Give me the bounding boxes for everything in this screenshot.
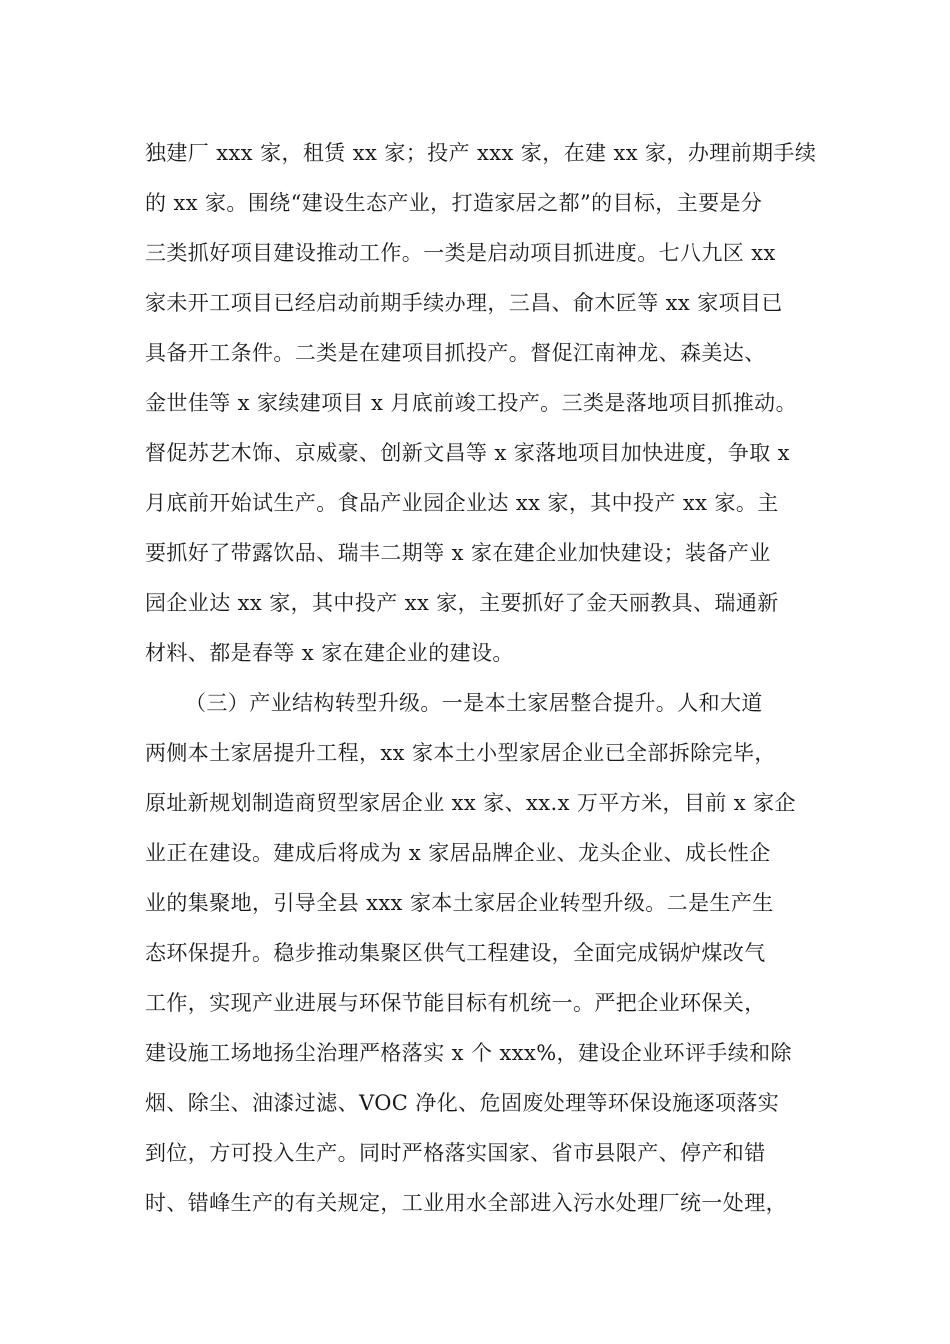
paragraph-line: 工作，实现产业进展与环保节能目标有机统一。严把企业环保关，	[145, 991, 766, 1015]
paragraph-line: 到位，方可投入生产。同时严格落实国家、省市县限产、停产和错	[145, 1141, 766, 1165]
paragraph-line: 态环保提升。稳步推动集聚区供气工程建设，全面完成锅炉煤改气	[145, 941, 766, 965]
paragraph-line: 要抓好了带露饮品、瑞丰二期等 x 家在建企业加快建设；装备产业	[145, 541, 771, 565]
paragraph-line: 时、错峰生产的有关规定，工业用水全部进入污水处理厂统一处理，	[145, 1191, 787, 1215]
paragraph-line: 三类抓好项目建设推动工作。一类是启动项目抓进度。七八九区 xx	[145, 241, 776, 265]
paragraph-line: 具备开工条件。二类是在建项目抓投产。督促江南神龙、森美达、	[145, 341, 766, 365]
section-heading-line: （三）产业结构转型升级。一是本土家居整合提升。人和大道	[185, 691, 763, 715]
paragraph-line: 的 xx 家。围绕“建设生态产业，打造家居之都”的目标，主要是分	[145, 191, 763, 215]
paragraph-line: 督促苏艺木饰、京威豪、创新文昌等 x 家落地项目加快进度，争取 x	[145, 441, 790, 465]
paragraph-line: 业的集聚地，引导全县 xxx 家本土家居企业转型升级。二是生产生	[145, 891, 774, 915]
paragraph-line: 月底前开始试生产。食品产业园企业达 xx 家，其中投产 xx 家。主	[145, 491, 779, 515]
paragraph-line: 材料、都是春等 x 家在建企业的建设。	[145, 641, 514, 665]
paragraph-line: 建设施工场地扬尘治理严格落实 x 个 xxx%，建设企业环评手续和除	[145, 1041, 792, 1065]
document-body	[145, 128, 825, 1228]
paragraph-line: 独建厂 xxx 家，租赁 xx 家；投产 xxx 家，在建 xx 家，办理前期手续	[145, 141, 817, 165]
paragraph-line: 原址新规划制造商贸型家居企业 xx 家、xx.x 万平方米，目前 x 家企	[145, 791, 796, 815]
paragraph-line: 烟、除尘、油漆过滤、VOC 净化、危固废处理等环保设施逐项落实	[145, 1091, 780, 1115]
paragraph-line: 家未开工项目已经启动前期手续办理，三昌、俞木匠等 xx 家项目已	[145, 291, 783, 315]
paragraph-line: 金世佳等 x 家续建项目 x 月底前竣工投产。三类是落地项目抓推动。	[145, 391, 797, 415]
paragraph-line: 园企业达 xx 家，其中投产 xx 家，主要抓好了金天丽教具、瑞通新	[145, 591, 779, 615]
paragraph-line: 两侧本土家居提升工程，xx 家本土小型家居企业已全部拆除完毕，	[145, 741, 776, 765]
paragraph-line: 业正在建设。建成后将成为 x 家居品牌企业、龙头企业、成长性企	[145, 841, 771, 865]
